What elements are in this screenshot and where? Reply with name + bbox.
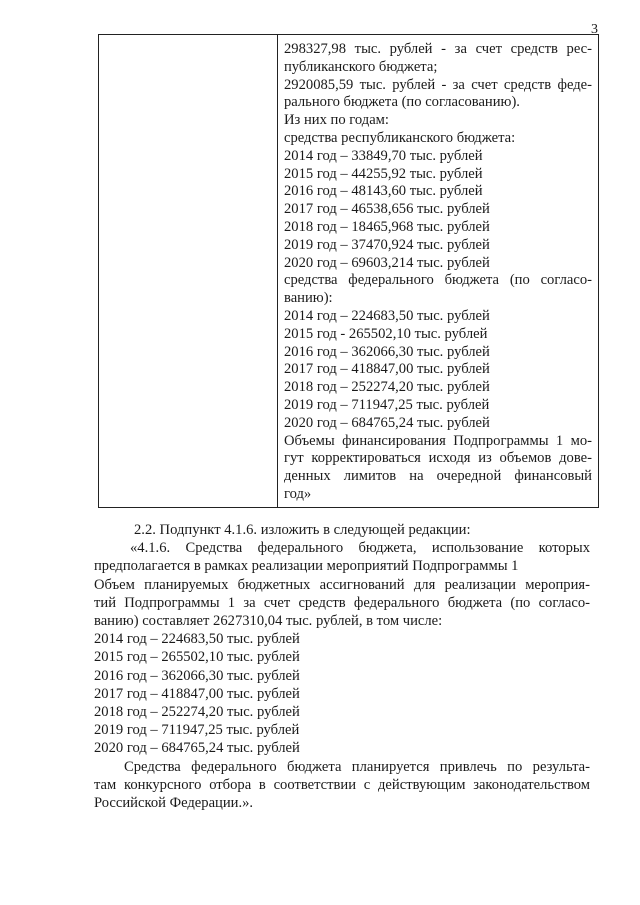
year-line: 2015 год – 265502,10 тыс. рублей <box>94 649 300 666</box>
subpoint-heading: 2.2. Подпункт 4.1.6. изложить в следующей редакции: <box>134 522 471 538</box>
year-line: 2016 год – 362066,30 тыс. рублей <box>94 667 300 684</box>
table-line: публиканского бюджета; <box>284 58 438 75</box>
year-line: 2014 год – 224683,50 тыс. рублей <box>94 631 300 648</box>
budget-table <box>98 34 599 508</box>
table-line: год» <box>284 485 312 502</box>
year-line: 2018 год – 252274,20 тыс. рублей <box>94 704 300 721</box>
page-number: 3 <box>591 22 598 37</box>
table-line: 2016 год – 48143,60 тыс. рублей <box>284 183 483 200</box>
table-line: 2018 год – 18465,968 тыс. рублей <box>284 218 490 235</box>
table-line: средства республиканского бюджета: <box>284 129 516 146</box>
table-line: 2015 год – 44255,92 тыс. рублей <box>284 165 483 182</box>
table-line: ванию): <box>284 290 333 307</box>
table-line: Объемы финансирования Подпрограммы 1 мо- <box>284 432 592 449</box>
year-line: 2020 год – 684765,24 тыс. рублей <box>94 740 300 757</box>
year-line: 2019 год – 711947,25 тыс. рублей <box>94 722 300 739</box>
table-line: 2014 год – 33849,70 тыс. рублей <box>284 147 483 164</box>
table-line: 2020 год – 69603,214 тыс. рублей <box>284 254 490 271</box>
table-line: 2018 год – 252274,20 тыс. рублей <box>284 379 490 396</box>
table-line: средства федерального бюджета (по согласо- <box>284 272 592 289</box>
clause-line: ванию) составляет 2627310,04 тыс. рублей, в том числе: <box>94 613 443 630</box>
table-line: 2017 год – 418847,00 тыс. рублей <box>284 361 490 378</box>
clause-line: Объем планируемых бюджетных ассигнований для реализации мероприя- <box>94 576 590 593</box>
table-line: Из них по годам: <box>284 112 389 129</box>
closing-line: там конкурсного отбора в соответствии с действующим законодательством <box>94 776 590 793</box>
table-line: денных лимитов на очередной финансовый <box>284 468 592 485</box>
table-line: рального бюджета (по согласованию). <box>284 94 520 111</box>
table-line: 2014 год – 224683,50 тыс. рублей <box>284 307 490 324</box>
table-line: 298327,98 тыс. рублей - за счет средств рес- <box>284 41 592 57</box>
table-column-divider <box>277 35 278 507</box>
table-line: 2019 год – 37470,924 тыс. рублей <box>284 236 490 253</box>
table-line: гут корректироваться исходя из объемов дове- <box>284 450 592 467</box>
closing-line: Средства федерального бюджета планируется привлечь по результа- <box>124 758 590 775</box>
clause-line: тий Подпрограммы 1 за счет средств федерального бюджета (по согласо- <box>94 594 590 611</box>
document-body <box>94 521 590 812</box>
table-line: 2016 год – 362066,30 тыс. рублей <box>284 343 490 360</box>
table-line: 2017 год – 46538,656 тыс. рублей <box>284 201 490 218</box>
clause-line: «4.1.6. Средства федерального бюджета, использование которых <box>130 540 590 557</box>
table-line: 2015 год - 265502,10 тыс. рублей <box>284 325 488 342</box>
table-line: 2019 год – 711947,25 тыс. рублей <box>284 396 490 413</box>
table-right-cell <box>284 41 592 504</box>
year-line: 2017 год – 418847,00 тыс. рублей <box>94 685 300 702</box>
table-line: 2020 год – 684765,24 тыс. рублей <box>284 414 490 431</box>
clause-line: предполагается в рамках реализации мероприятий Подпрограммы 1 <box>94 558 519 575</box>
closing-line: Российской Федерации.». <box>94 795 254 812</box>
table-line: 2920085,59 тыс. рублей - за счет средств феде- <box>284 76 592 93</box>
